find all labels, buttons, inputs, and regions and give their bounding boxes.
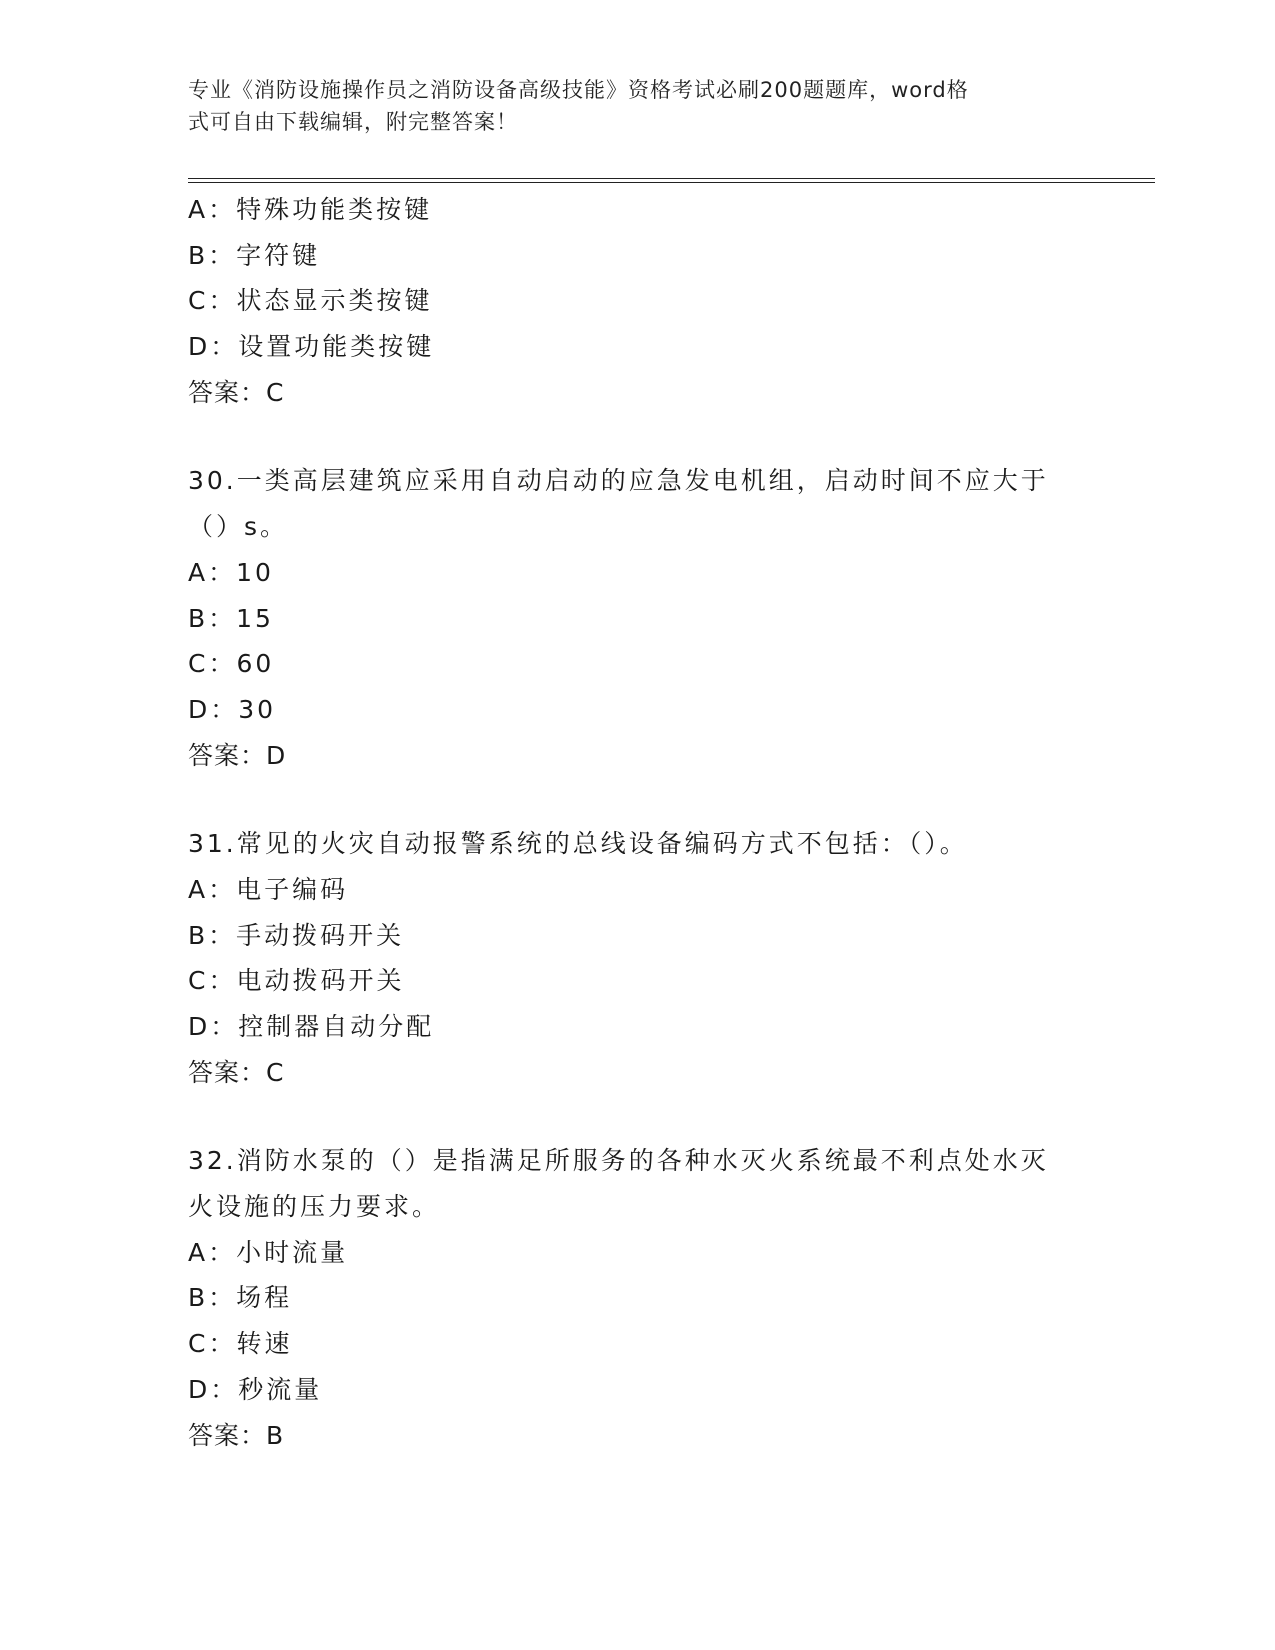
option-b: B：手动拨码开关 xyxy=(188,920,405,950)
answer: 答案：C xyxy=(188,1057,285,1087)
option-d: D：30 xyxy=(188,694,277,724)
option-a: A：10 xyxy=(188,557,274,587)
option-d: D：控制器自动分配 xyxy=(188,1012,435,1041)
option-d: D：设置功能类按键 xyxy=(188,332,435,362)
option-a: A：小时流量 xyxy=(188,1237,349,1267)
question-stem: 30.一类高层建筑应采用自动启动的应急发电机组，启动时间不应大于 xyxy=(188,466,1049,496)
question-stem-continued: （）s。 xyxy=(188,512,289,542)
header-line-2: 式可自由下载编辑，附完整答案！ xyxy=(188,110,518,134)
answer: 答案：B xyxy=(188,1420,285,1450)
question-stem: 32.消防水泵的（）是指满足所服务的各种水灭火系统最不利点处水灭 xyxy=(188,1146,1049,1176)
header-double-rule xyxy=(188,178,1155,183)
question-content xyxy=(188,187,1088,1458)
option-d: D：秒流量 xyxy=(188,1374,323,1404)
option-c: C：转速 xyxy=(188,1329,293,1359)
option-a: A：电子编码 xyxy=(188,874,349,904)
option-c: C：电动拨码开关 xyxy=(188,966,405,996)
question-32 xyxy=(188,1138,1088,1458)
option-c: C：60 xyxy=(188,649,275,679)
question-29-tail xyxy=(188,187,1088,415)
answer: 答案：C xyxy=(188,377,285,407)
option-b: B：场程 xyxy=(188,1283,293,1313)
answer: 答案：D xyxy=(188,740,287,770)
question-30 xyxy=(188,458,1088,778)
option-a: A：特殊功能类按键 xyxy=(188,195,433,224)
option-c: C：状态显示类按键 xyxy=(188,286,433,316)
question-31 xyxy=(188,821,1088,1095)
question-stem-continued: 火设施的压力要求。 xyxy=(188,1192,441,1222)
page-header xyxy=(188,74,1068,138)
option-b: B：15 xyxy=(188,603,274,633)
header-line-1: 专业《消防设施操作员之消防设备高级技能》资格考试必刷200题题库，word格 xyxy=(188,78,969,102)
question-stem: 31.常见的火灾自动报警系统的总线设备编码方式不包括：（）。 xyxy=(188,829,968,859)
option-b: B：字符键 xyxy=(188,240,321,270)
